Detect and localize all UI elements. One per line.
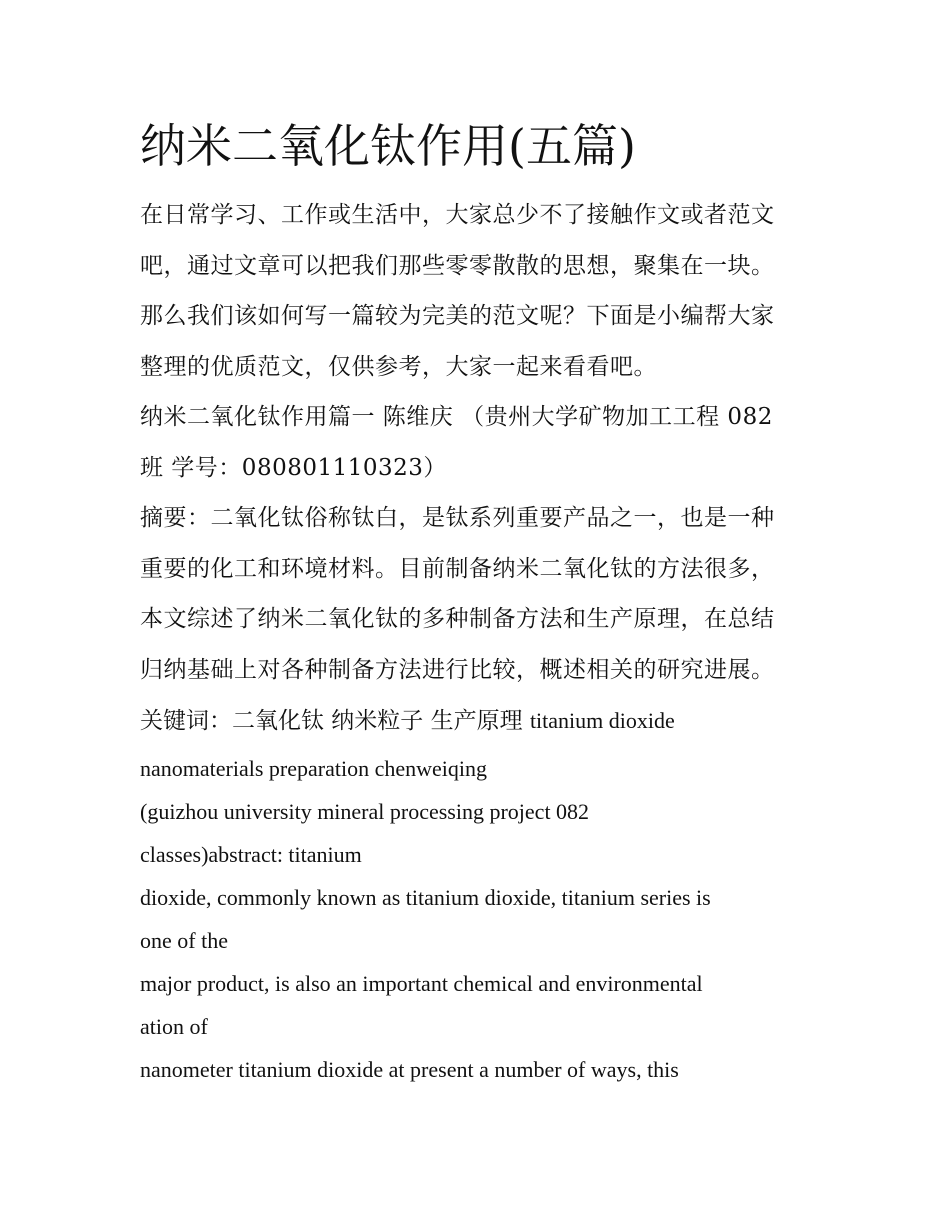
english-line: (guizhou university mineral processing project 082 [140, 799, 590, 824]
byline-line: 班 学号：080801110323） [140, 454, 447, 481]
english-line: dioxide, commonly known as titanium dioxide, titanium series is [140, 885, 711, 910]
intro-line: 整理的优质范文，仅供参考，大家一起来看看吧。 [140, 353, 657, 380]
abstract-cn-paragraph [140, 493, 830, 695]
english-line: ation of [140, 1014, 208, 1039]
intro-line: 在日常学习、工作或生活中，大家总少不了接触作文或者范文 [140, 202, 775, 228]
byline-paragraph [140, 392, 830, 493]
intro-paragraph [140, 190, 830, 392]
english-line: classes)abstract: titanium [140, 842, 362, 867]
intro-line: 那么我们该如何写一篇较为完美的范文呢？下面是小编帮大家 [140, 303, 775, 329]
english-line: nanomaterials preparation chenweiqing [140, 756, 487, 781]
keywords-line [140, 695, 830, 747]
document-page [140, 112, 830, 1091]
keywords-cn: 关键词：二氧化钛 纳米粒子 生产原理 [140, 708, 530, 734]
abstract-line: 本文综述了纳米二氧化钛的多种制备方法和生产原理，在总结 [140, 606, 775, 632]
abstract-line: 重要的化工和环境材料。目前制备纳米二氧化钛的方法很多， [140, 555, 775, 582]
abstract-line: 摘要：二氧化钛俗称钛白，是钛系列重要产品之一，也是一种 [140, 505, 775, 531]
english-abstract [140, 747, 830, 1091]
abstract-line: 归纳基础上对各种制备方法进行比较，概述相关的研究进展。 [140, 656, 775, 683]
english-line: nanometer titanium dioxide at present a number of ways, this [140, 1057, 679, 1082]
english-line: one of the [140, 928, 228, 953]
keywords-en: titanium dioxide [529, 708, 675, 733]
byline-line: 纳米二氧化钛作用篇一 陈维庆 （贵州大学矿物加工工程 082 [140, 404, 773, 430]
intro-line: 吧，通过文章可以把我们那些零零散散的思想，聚集在一块。 [140, 252, 775, 279]
english-line: major product, is also an important chemical and environmental [140, 971, 703, 996]
page-title: 纳米二氧化钛作用(五篇) [140, 119, 636, 173]
